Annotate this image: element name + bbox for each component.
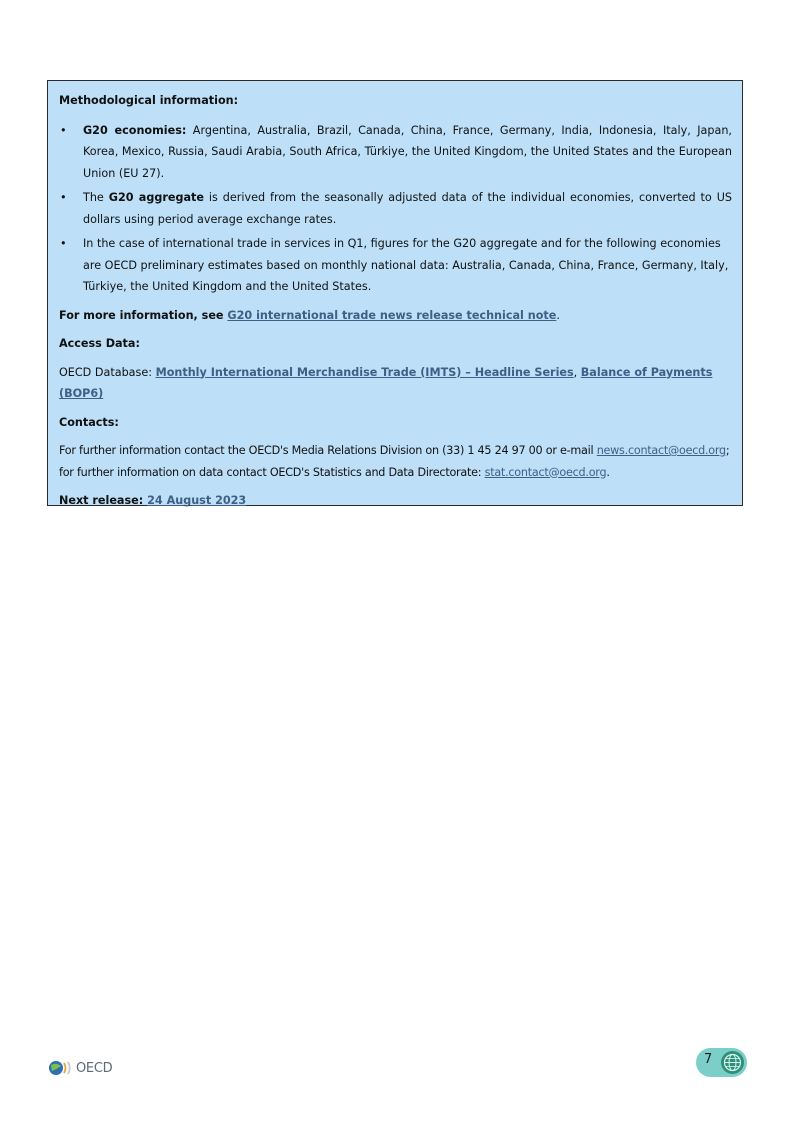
oecd-globe-icon xyxy=(48,1059,74,1077)
bullet-text: Argentina, Australia, Brazil, Canada, China, France, Germany, India, Indonesia, Italy, Japan, Korea, Mexico, Russia, Saudi Arabia, South Africa, Türkiye, the United Kingdom, the United States and the European Union (EU 27). xyxy=(83,123,732,180)
page-number: 7 xyxy=(704,1052,713,1067)
stat-email-link[interactable]: stat.contact@oecd.org xyxy=(484,465,607,479)
oecd-logo xyxy=(48,1058,112,1078)
contacts-line2: for further information on data contact OECD's Statistics and Data Directorate: xyxy=(59,465,485,479)
bullet-icon: • xyxy=(60,123,67,137)
more-info-suffix: . xyxy=(556,308,560,322)
next-release-line xyxy=(59,490,732,512)
bullet-prefix: The xyxy=(83,191,109,204)
bullet-text: In the case of international trade in services in Q1, figures for the G20 aggregate and for the following economies are OECD preliminary estimates based on monthly national data: Australia, Canada, China, France, Germany, Italy, Türkiye, the United Kingdom and the United States. xyxy=(83,237,729,293)
database-prefix: OECD Database: xyxy=(59,365,156,379)
list-item xyxy=(59,187,732,230)
bop6-database-link[interactable]: Balance of Payments (BOP6) xyxy=(59,365,713,400)
contacts-line2-end: . xyxy=(606,465,610,479)
media-email-link[interactable]: news.contact@oecd.org xyxy=(596,444,726,457)
next-release-label: Next release: xyxy=(59,494,148,507)
contacts-line1: For further information contact the OECD's Media Relations Division on (33) 1 45 24 97 00 or e-mail xyxy=(59,444,597,457)
access-data-line xyxy=(59,362,732,405)
methodology-heading: Methodological information: xyxy=(59,94,239,107)
contacts-text xyxy=(59,440,732,483)
methodology-info-box xyxy=(47,80,743,506)
list-item xyxy=(59,120,732,185)
page-number-badge xyxy=(696,1048,747,1077)
globe-icon xyxy=(720,1050,745,1075)
contacts-heading: Contacts: xyxy=(59,415,119,429)
next-release-date-link[interactable]: 24 August 2023 xyxy=(147,494,247,507)
imts-database-link[interactable]: Monthly International Merchandise Trade (IMTS) – Headline Series xyxy=(155,365,574,379)
more-info-label: For more information, see xyxy=(59,308,228,322)
more-info-line xyxy=(59,305,732,327)
list-item xyxy=(59,233,732,298)
contacts-line1-end: ; xyxy=(725,444,730,457)
oecd-logo-text: OECD xyxy=(76,1060,113,1076)
technical-note-link[interactable]: G20 international trade news release technical note xyxy=(227,308,557,322)
methodology-bullet-list xyxy=(59,120,732,298)
link-separator: , xyxy=(573,365,581,379)
access-data-heading: Access Data: xyxy=(59,337,140,350)
bullet-icon: • xyxy=(60,237,67,250)
bullet-bold-term: G20 economies: xyxy=(83,123,187,137)
bullet-bold-term: G20 aggregate xyxy=(108,191,204,204)
bullet-icon: • xyxy=(60,191,67,204)
bullet-text: is derived from the seasonally adjusted data of the individual economies, converted to US dollars using period average exchange rates. xyxy=(83,191,732,226)
